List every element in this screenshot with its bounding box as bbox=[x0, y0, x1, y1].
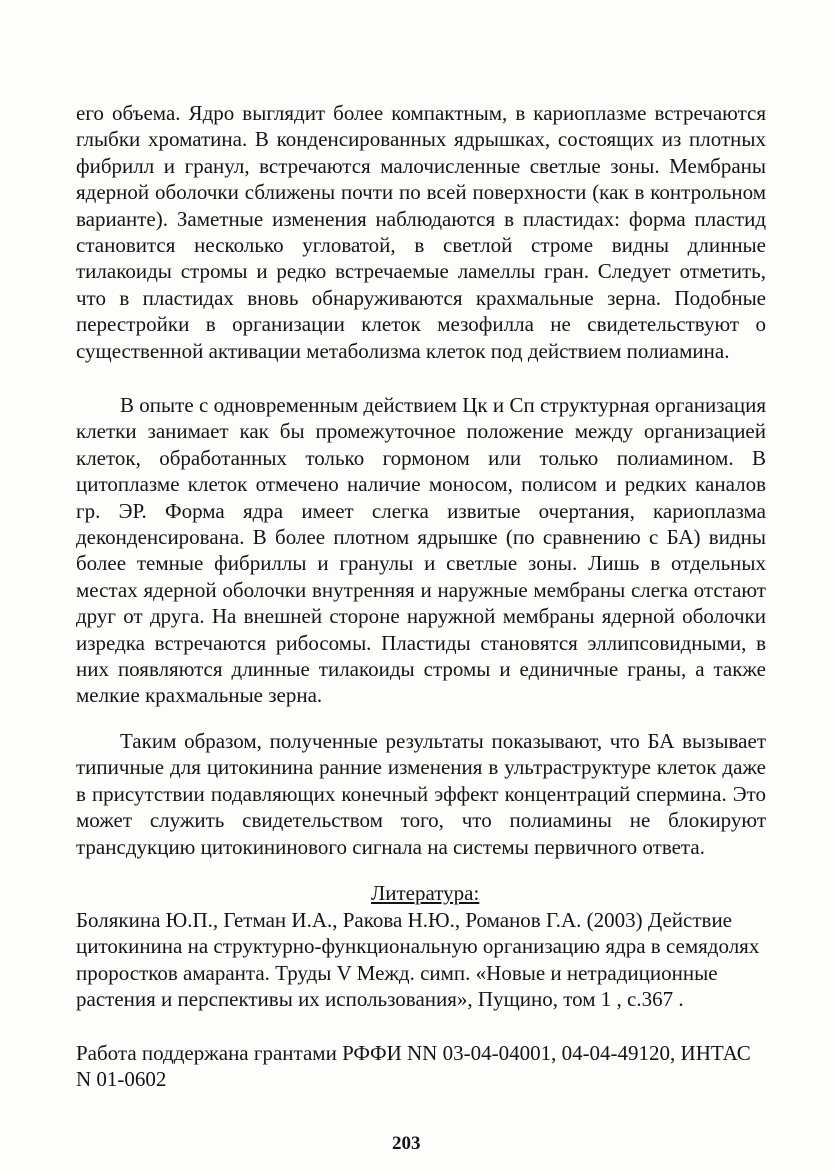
body-paragraph-1: его объема. Ядро выглядит более компактным, в кариоплазме встречаются глыбки хроматина. В конденсированных ядрышках, состоящих из плотных фибрилл и гранул, встречаются малочисленные светлые зоны. Мембраны ядерной оболочки сближены почти по всей поверхности (как в контрольном варианте). Заметные изменения наблюдаются в пластидах: форма пластид становится несколько угловатой, в светлой строме видны длинные тилакоиды стромы и редко встречаемые ламеллы гран. Следует отметить, что в пластидах вновь обнаруживаются крахмальные зерна. Подобные перестройки в организации клеток мезофилла не свидетельствуют о существенной активации метаболизма клеток под действием полиамина. bbox=[76, 101, 766, 363]
body-paragraph-3: Таким образом, полученные результаты показывают, что БА вызывает типичные для цитокинина ранние изменения в ультраструктуре клеток даже в присутствии подавляющих конечный эффект концентраций спермина. Это может служить свидетельством того, что полиамины не блокируют трансдукцию цитокининового сигнала на системы первичного ответа. bbox=[76, 729, 766, 859]
reference-item: Болякина Ю.П., Гетман И.А., Ракова Н.Ю., Романов Г.А. (2003) Действие цитокинина на структурно-функциональную организацию ядра в семядолях проростков амаранта. Труды V Межд. симп. «Новые и нетрадиционные растения и перспективы их использования», Пущино, том 1 , с.367 . bbox=[76, 908, 760, 1012]
body-paragraph-2: В опыте с одновременным действием Цк и Сп структурная организация клетки занимает как бы промежуточное положение между организацией клеток, обработанных только гормоном или только полиамином. В цитоплазме клеток отмечено наличие моносом, полисом и редких каналов гр. ЭР. Форма ядра имеет слегка извитые очертания, кариоплазма деконденсирована. В более плотном ядрышке (по сравнению с БА) видны более темные фибриллы и гранулы и светлые зоны. Лишь в отдельных местах ядерной оболочки внутренняя и наружные мембраны слегка отстают друг от друга. На внешней стороне наружной мембраны ядерной оболочки изредка встречаются рибосомы. Пластиды становятся эллипсовидными, в них появляются длинные тилакоиды стромы и единичные граны, а также мелкие крахмальные зерна. bbox=[76, 393, 766, 708]
references-heading: Литература: bbox=[371, 881, 480, 905]
funding-acknowledgement: Работа поддержана грантами РФФИ NN 03-04-04001, 04-04-49120, ИНТАС N 01-0602 bbox=[76, 1041, 751, 1092]
page-number: 203 bbox=[392, 1133, 421, 1154]
